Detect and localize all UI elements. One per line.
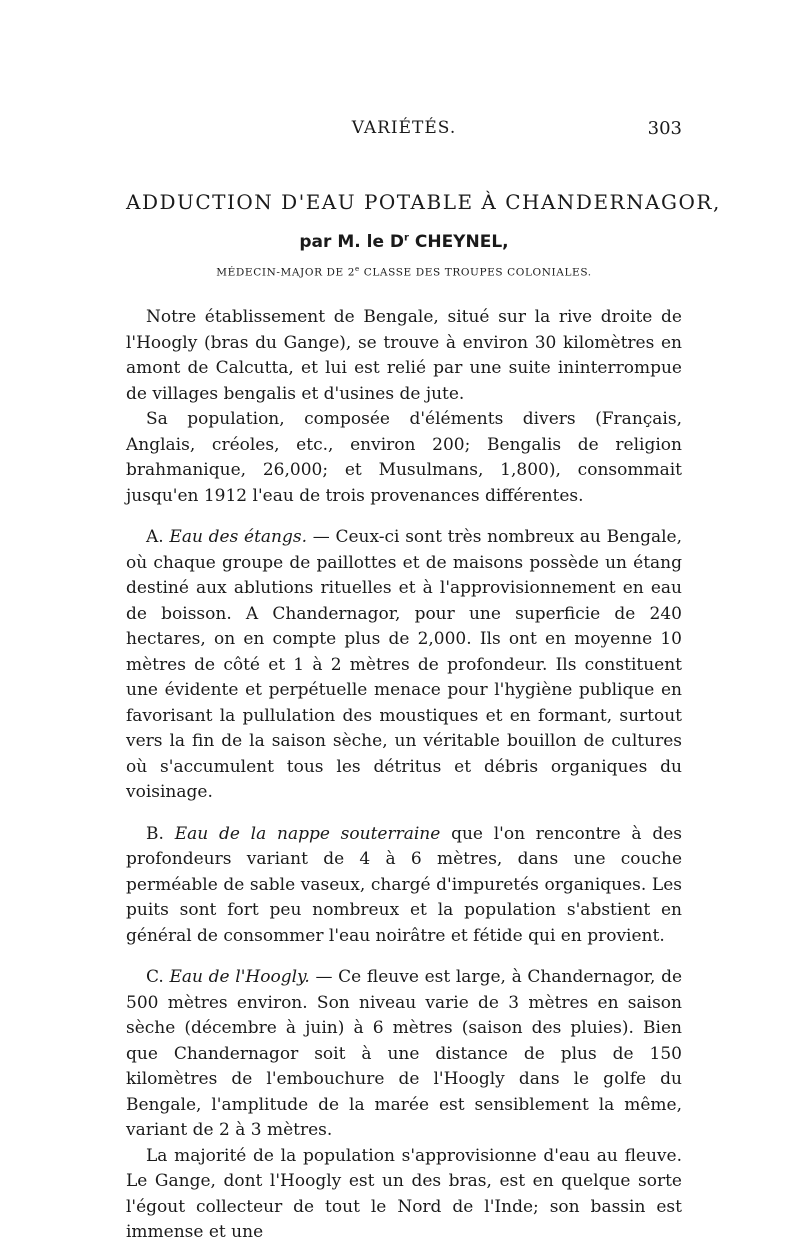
section-c-title: Eau de l'Hoogly. xyxy=(169,967,310,987)
running-title: VARIÉTÉS. xyxy=(351,118,457,138)
author-name: CHEYNEL, xyxy=(414,232,509,252)
byline xyxy=(126,232,682,252)
section-b-title: Eau de la nappe souterraine xyxy=(174,823,441,844)
paragraph-supply: La majorité de la population s'approvisionne d'eau au fleuve. Le Gange, dont l'Hoogly est un des bras, est en quelque sorte l'égout collecteur de tout le Nord de l'Inde; son bassin est immense et une xyxy=(126,1145,682,1242)
affiliation-superscript: e xyxy=(355,265,360,273)
paragraph-population: Sa population, composée d'éléments divers (Français, Anglais, créoles, etc., environ 200; Bengalis de religion brahmanique, 26,000; et Musulmans, 1,800), consommait jusqu'en 1912 l'eau de trois provenances différentes. xyxy=(126,409,682,506)
page-number: 303 xyxy=(647,118,682,139)
affiliation-rank: MÉDECIN-MAJOR DE 2 xyxy=(216,266,356,279)
section-c-label: C. xyxy=(146,967,164,987)
running-head xyxy=(126,118,682,148)
paragraph-section-a xyxy=(126,525,682,806)
author-affiliation xyxy=(126,265,682,279)
paragraph-intro: Notre établissement de Bengale, situé sur la rive droite de l'Hoogly (bras du Gange), se trouve à environ 30 kilomètres en amont de Calcutta, et lui est relié par une suite ininterrompue de villages bengalis et d'usines de jute. xyxy=(126,307,682,404)
paragraph-section-b xyxy=(126,822,682,950)
section-a-title: Eau des étangs. xyxy=(169,527,308,547)
byline-superscript: r xyxy=(404,232,409,244)
affiliation-corps: CLASSE DES TROUPES COLONIALES. xyxy=(359,266,592,279)
section-a-label: A. xyxy=(146,527,164,547)
section-b-label: B. xyxy=(146,823,164,844)
section-c-text: — Ce fleuve est large, à Chandernagor, de 500 mètres environ. Son niveau varie de 3 mètres en saison sèche (décembre à juin) à 6 mètres (saison des pluies). Bien que Chandernagor soit à une distance de plus de 150 kilomètres de l'embouchure de l'Hoogly dans le golfe du Bengale, l'amplitude de la marée est sensiblement la même, variant de 2 à 3 mètres. xyxy=(126,967,683,1140)
section-a-text: — Ceux-ci sont très nombreux au Bengale, où chaque groupe de paillottes et de maisons possède un étang destiné aux ablutions rituelles et à l'approvisionnement en eau de boisson. A Chandernagor, pour une superficie de 240 hectares, on en compte plus de 2,000. Ils ont en moyenne 10 mètres de côté et 1 à 2 mètres de profondeur. Ils constituent une évidente et perpétuelle menace pour l'hygiène publique en favorisant la pullulation des moustiques et en formant, surtout vers la fin de la saison sèche, un véritable bouillon de cultures où s'accumulent tous les détritus et débris organiques du voisinage. xyxy=(126,527,683,802)
section-b-text: que l'on rencontre à des profondeurs variant de 4 à 6 mètres, dans une couche perméable de sable vaseux, chargé d'impuretés organiques. Les puits sont fort peu nombreux et la population s'abstient en général de consommer l'eau noirâtre et fétide qui en provient. xyxy=(126,823,682,946)
article-body xyxy=(126,305,682,1246)
article-title: ADDUCTION D'EAU POTABLE À CHANDERNAGOR, xyxy=(126,190,721,214)
paragraph-section-c xyxy=(126,965,682,1144)
byline-prefix: par M. le D xyxy=(299,232,404,252)
